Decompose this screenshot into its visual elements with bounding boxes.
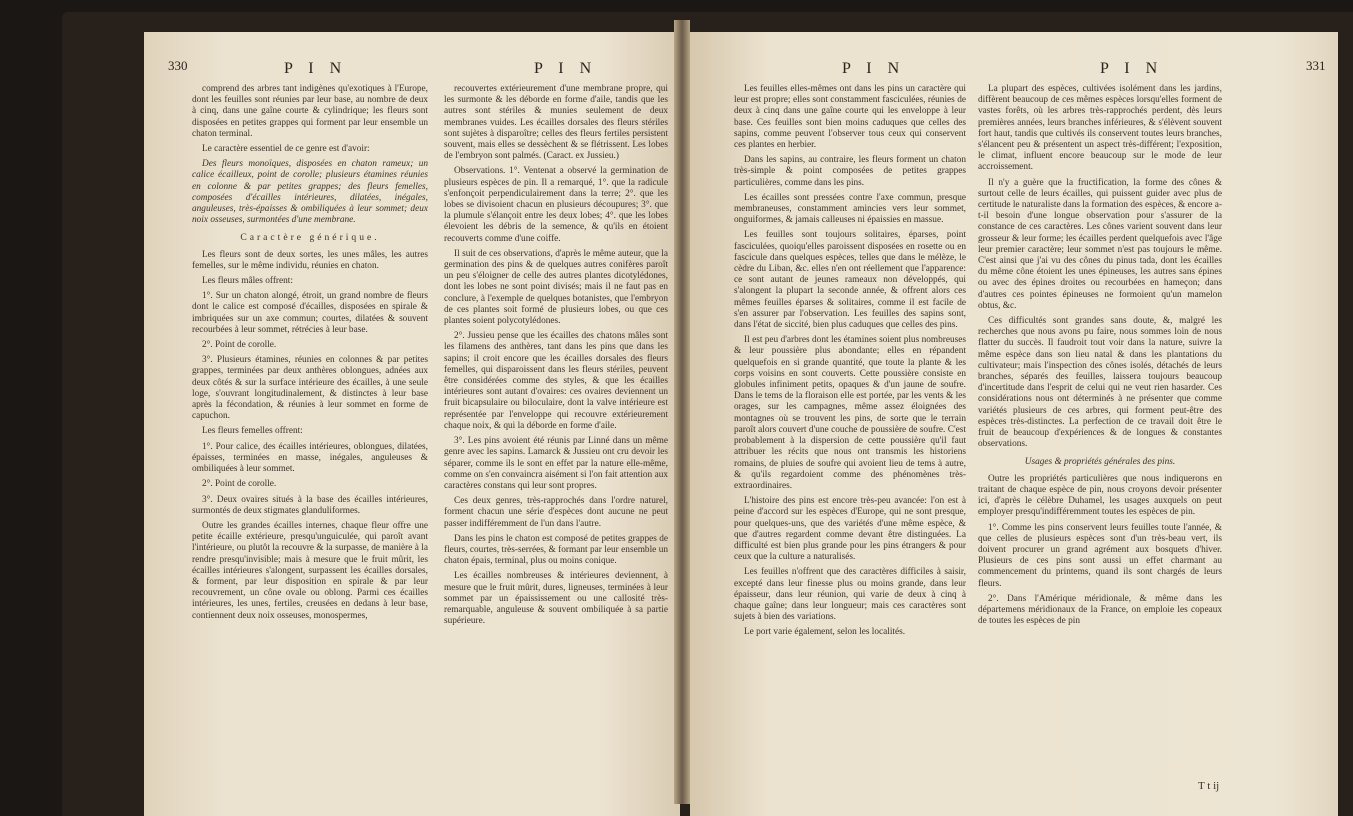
paragraph: Ces deux genres, très-rapprochés dans l'ordre naturel, forment chacun une série d'espèces dont aucune ne peut passer indifféremment de l'un dans l'autre. [444,496,668,529]
paragraph: Ces difficultés sont grandes sans doute, &, malgré les recherches que nous avons pu faire, nous sommes loin de nous flatter du succès. Il faudroit tout voir dans la nature, suivre la même espèce dans son lieu natal & dans les plantations du cultivateur; mais l'inspection des cônes isolés, détachés de leurs branches, séparés des feuilles, laissera toujours beaucoup d'incertitude dans l'esprit de celui qui ne veut rien hasarder. Ces considérations nous ont déterminés à ne présenter que comme variétés plusieurs de ces arbres, qui forment peut-être des espèces très-distinctes. La perfection de ce travail doit être le fruit de beaucoup d'expériences & de longues & constantes observations. [978,316,1222,450]
left-running-head: P I N [284,60,348,77]
paragraph: 2°. Jussieu pense que les écailles des chatons mâles sont les filamens des anthères, tant dans les pins que dans les sapins; il croit encore que les écailles dorsales des fleurs femelles, qui disparoissent dans les fleurs stériles, peuvent être considérées comme des styles, & que les écailles intérieures sont autant d'ovaires: ces ovaires deviennent un fruit bicapsulaire ou biloculaire, dont la valve intérieure est représentée par l'enveloppe qui recouvre extérieurement chaque noix, & qui la déborde en forme d'aile. [444,331,668,431]
paragraph: comprend des arbres tant indigènes qu'exotiques à l'Europe, dont les feuilles sont réunies par leur base, au nombre de deux à cinq, dans une gaîne courte & cylindrique; les fleurs sont disposées en petites grappes qui forment par leur ensemble un chaton terminal. [192,84,428,139]
paragraph: Le port varie également, selon les localités. [744,627,906,638]
right-column-2 [978,84,1222,631]
paragraph: 2°. Point de corolle. [202,479,277,490]
paragraph: Observations. 1°. Ventenat a observé la germination de plusieurs espèces de pin. Il a remarqué, 1°. que la radicule s'enfonçoit perpendiculairement dans la terre; 2°. que les lobes se divisoient chacun en plusieurs découpures; 3°. que la plumule s'élançoit entre les deux lobes; 4°. que les lobes élevoient les débris de la semence, & qu'ils en étoient recouverts comme d'une coiffe. [444,166,668,244]
paragraph: Outre les grandes écailles internes, chaque fleur offre une petite écaille extérieure, presqu'unguiculée, qui paroît avant l'intérieure, ou plutôt la recouvre & la surpasse, de manière à la rendre presqu'invisible; mais à mesure que le fruit mûrit, les écailles intérieures s'alongent, surpassent les écailles dorsales, & forment, par leur disposition en spirale & par leur recouvrement, un cône ovale ou oblong. Parmi ces écailles intérieures, les unes, fertiles, creusées en dedans à leur base, contiennent deux noix osseuses, monospermes, [192,520,428,621]
paragraph: Les fleurs sont de deux sortes, les unes mâles, les autres femelles, sur le même individu, réunies en chaton. [192,249,428,271]
left-running-head-2: P I N [534,60,598,77]
page-signature: T t ij [1198,780,1220,792]
paragraph: recouvertes extérieurement d'une membrane propre, qui les surmonte & les déborde en forme d'aile, tandis que les autres sont stériles & munies seulement de deux membranes vuides. Les écailles dorsales des fleurs stériles sont sujètes à disparoître; celles des fleurs fertiles persistent souvent, mais elles se dessèchent & se flétrissent. Les lobes de l'embryon sont palmés. (Caract. ex Jussieu.) [444,84,668,162]
left-folio: 330 [168,58,188,73]
paragraph: Les écailles nombreuses & intérieures deviennent, à mesure que le fruit mûrit, dures, ligneuses, terminées à leur sommet par un épaississement ou une callosité très-remarquable, anguleuse & souvent ombiliquée à sa partie supérieure. [444,571,668,627]
paragraph: Dans les sapins, au contraire, les fleurs forment un chaton très-simple & point composées de petites grappes particulières, comme dans les pins. [734,155,966,188]
paragraph: Il est peu d'arbres dont les étamines soient plus nombreuses & leur poussière plus abondante; elles en répandent quelquefois en si grande quantité, que toute la plante & les corps voisins en sont couverts. Cette poussière consiste en globules infiniment petits, opaques & d'un jaune de soufre. Dans le tems de la floraison elle est portée, par les vents & les orages, sur les campagnes, même assez éloignées des montagnes où se trouvent les pins, de sorte que le terrain paroît alors couvert d'une couche de poussière de soufre. C'est probablement à la dispersion de cette poussière qu'il faut attribuer les récits que nous ont transmis les historiens romains, de pluies de soufre qui avoient lieu de tems à autre, & qu'ils regardoient comme des phénomènes très-extraordinaires. [734,335,966,491]
paragraph: Les écailles sont pressées contre l'axe commun, presque membraneuses, constamment amincies vers leur sommet, onguiformes, & jamais calleuses ni épaissies en massue. [734,192,966,226]
paragraph: Les feuilles n'offrent que des caractères difficiles à saisir, excepté dans leur finesse plus ou moins grande, dans leur épaisseur, dans leur réunion, qui varie de deux à cinq à chaque gaîne; dans leur longueur; mais ces caractères sont sujets à bien des variations. [734,567,966,623]
paragraph: Usages & propriétés générales des pins. [1024,456,1176,467]
paragraph: Caractère générique. [240,232,380,244]
paragraph: Des fleurs monoïques, disposées en chaton rameux; un calice écailleux, point de corolle; plusieurs étamines réunies en colonne & par petites grappes; des fleurs femelles, composées d'écailles intérieures, dilatées, inégales, anguleuses, très-épaisses & ombiliquées à leur sommet; deux noix osseuses, surmontées d'une membrane. [192,159,428,226]
paragraph: Il n'y a guère que la fructification, la forme des cônes & surtout celle de leurs écailles, qui puissent guider avec plus de certitude le naturaliste dans la formation des espèces, & encore a-t-il besoin d'une longue observation pour s'assurer de la constance de ces caractères. Les cônes varient souvent dans leur grosseur & leur forme; les écailles perdent quelquefois avec l'âge leur premier caractère; leur sommet n'est pas toujours le même. C'est ainsi que j'ai vu des cônes du pinus tada, dont les écailles du même cône étoient les unes épineuses, les autres sans épines ou avec des épines droites ou recourbées en hameçon; dans d'autres ces pointes épineuses ne formoient qu'un mamelon obtus, &c. [978,177,1222,311]
paragraph: Les fleurs mâles offrent: [202,276,293,287]
paragraph: 2°. Dans l'Amérique méridionale, & même dans les départemens méridionaux de la France, on emploie les copeaux de toutes les espèces de pin [978,593,1222,627]
paragraph: 3°. Deux ovaires situés à la base des écailles intérieures, surmontés de deux stigmates glanduliformes. [192,494,428,516]
paragraph: 1°. Pour calice, des écailles intérieures, oblongues, dilatées, épaisses, terminées en masse, inégales, anguleuses & ombiliquées à leur sommet. [192,441,428,475]
paragraph: 3°. Les pins avoient été réunis par Linné dans un même genre avec les sapins. Lamarck & Jussieu ont cru devoir les séparer, comme ils le sont en effet par la nature elle-même, comme on s'en convaincra aisément si l'on fait attention aux caractères constans qui leur sont propres. [444,436,668,491]
right-folio: 331 [1306,58,1326,73]
left-column-1 [192,84,428,626]
paragraph: La plupart des espèces, cultivées isolément dans les jardins, diffèrent beaucoup de ces mêmes espèces lorsqu'elles forment de vastes forêts, où les arbres très-rapprochés perdent, dès leurs premières années, leurs branches inférieures, & s'élèvent souvent fort haut, tandis que cultivés ils conservent toutes leurs branches, s'élancent peu & présentent un aspect très-différent; l'exposition, le climat, influent encore beaucoup sur le mode de leur accroissement. [978,84,1222,173]
paragraph: 1°. Comme les pins conservent leurs feuilles toute l'année, & que celles de plusieurs espèces sont d'un très-beau vert, ils doivent procurer un grand agrément aux bosquets d'hiver. Plusieurs de ces pins sont aussi un effet charmant au commencement du printems, quand ils sont chargés de leurs fleurs. [978,522,1222,589]
paragraph: Dans les pins le chaton est composé de petites grappes de fleurs, courtes, très-serrées, & formant par leur ensemble un chaton épais, terminal, plus ou moins conique. [444,533,668,567]
paragraph: Les feuilles elles-mêmes ont dans les pins un caractère qui leur est propre; elles sont constamment fasciculées, réunies de deux à cinq dans une gaîne courte qui les enveloppe à leur base. Ces feuilles sont bien moins caduques que celles des sapins, comme peuvent l'observer tous ceux qui conservent ces plantes en herbier. [734,84,966,151]
right-running-head: P I N [842,60,906,77]
paragraph: Le caractère essentiel de ce genre est d'avoir: [202,144,370,155]
paragraph: Il suit de ces observations, d'après le même auteur, que la germination des pins & de quelques autres conifères paroît un peu s'éloigner de celle des autres plantes dicotylédones, dont les lobes ne sont point divisés; mais il ne faut pas en conclure, à l'exemple de quelques botanistes, que l'embryon de ces plantes soit formé de plusieurs lobes, ou que ces plantes soient polycotylédones. [444,248,668,327]
paragraph: Outre les propriétés particulières que nous indiquerons en traitant de chaque espèce de pin, nous croyons devoir présenter ici, d'après le célèbre Duhamel, les usages auxquels on peut employer presqu'indifféremment toutes les espèces de pin. [978,473,1222,518]
left-page [144,32,680,816]
right-running-head-2: P I N [1100,60,1164,77]
paragraph: L'histoire des pins est encore très-peu avancée: l'on est à peine d'accord sur les espèces d'Europe, qui ne sont presque, pour quelques-uns, que des variétés d'une même espèce, & que d'autres regardent comme devant être distinguées. La difficulté est bien plus grande pour les pins étrangers & pour ceux que la culture a naturalisés. [734,496,966,563]
paragraph: 2°. Point de corolle. [202,340,277,351]
paragraph: 1°. Sur un chaton alongé, étroit, un grand nombre de fleurs dont le calice est composé d'écailles, disposées en spirale & imbriquées sur un axe commun; courtes, dilatées & souvent recourbées à leur sommet, rétrécies à leur base. [192,291,428,335]
left-column-2 [444,84,668,631]
paragraph: 3°. Plusieurs étamines, réunies en colonnes & par petites grappes, terminées par deux anthères oblongues, adnées aux deux côtés & sur la surface intérieure des écailles, à une seule loge, s'ouvrant longitudinalement, & distinctes à leur base après la fécondation, & réunies à leur sommet en forme de capuchon. [192,355,428,422]
right-column-1 [734,84,966,643]
book-gutter [674,20,690,804]
paragraph: Les feuilles sont toujours solitaires, éparses, point fasciculées, quoiqu'elles paroissent disposées en rosette ou en fascicule dans quelques espèces, telles que dans le mélèze, le cèdre du Liban, &c. elles n'en ont réellement que l'apparence: ce sont autant de jeunes rameaux non développés, qui s'alongent la plupart la seconde année, & offrent alors ces mêmes feuilles éparses & solitaires, comme il est facile de s'en assurer par l'observation. Les feuilles des sapins sont, dans l'état de siccité, bien plus caduques que celles des pins. [734,230,966,331]
right-page [690,32,1338,816]
paragraph: Les fleurs femelles offrent: [202,426,303,437]
